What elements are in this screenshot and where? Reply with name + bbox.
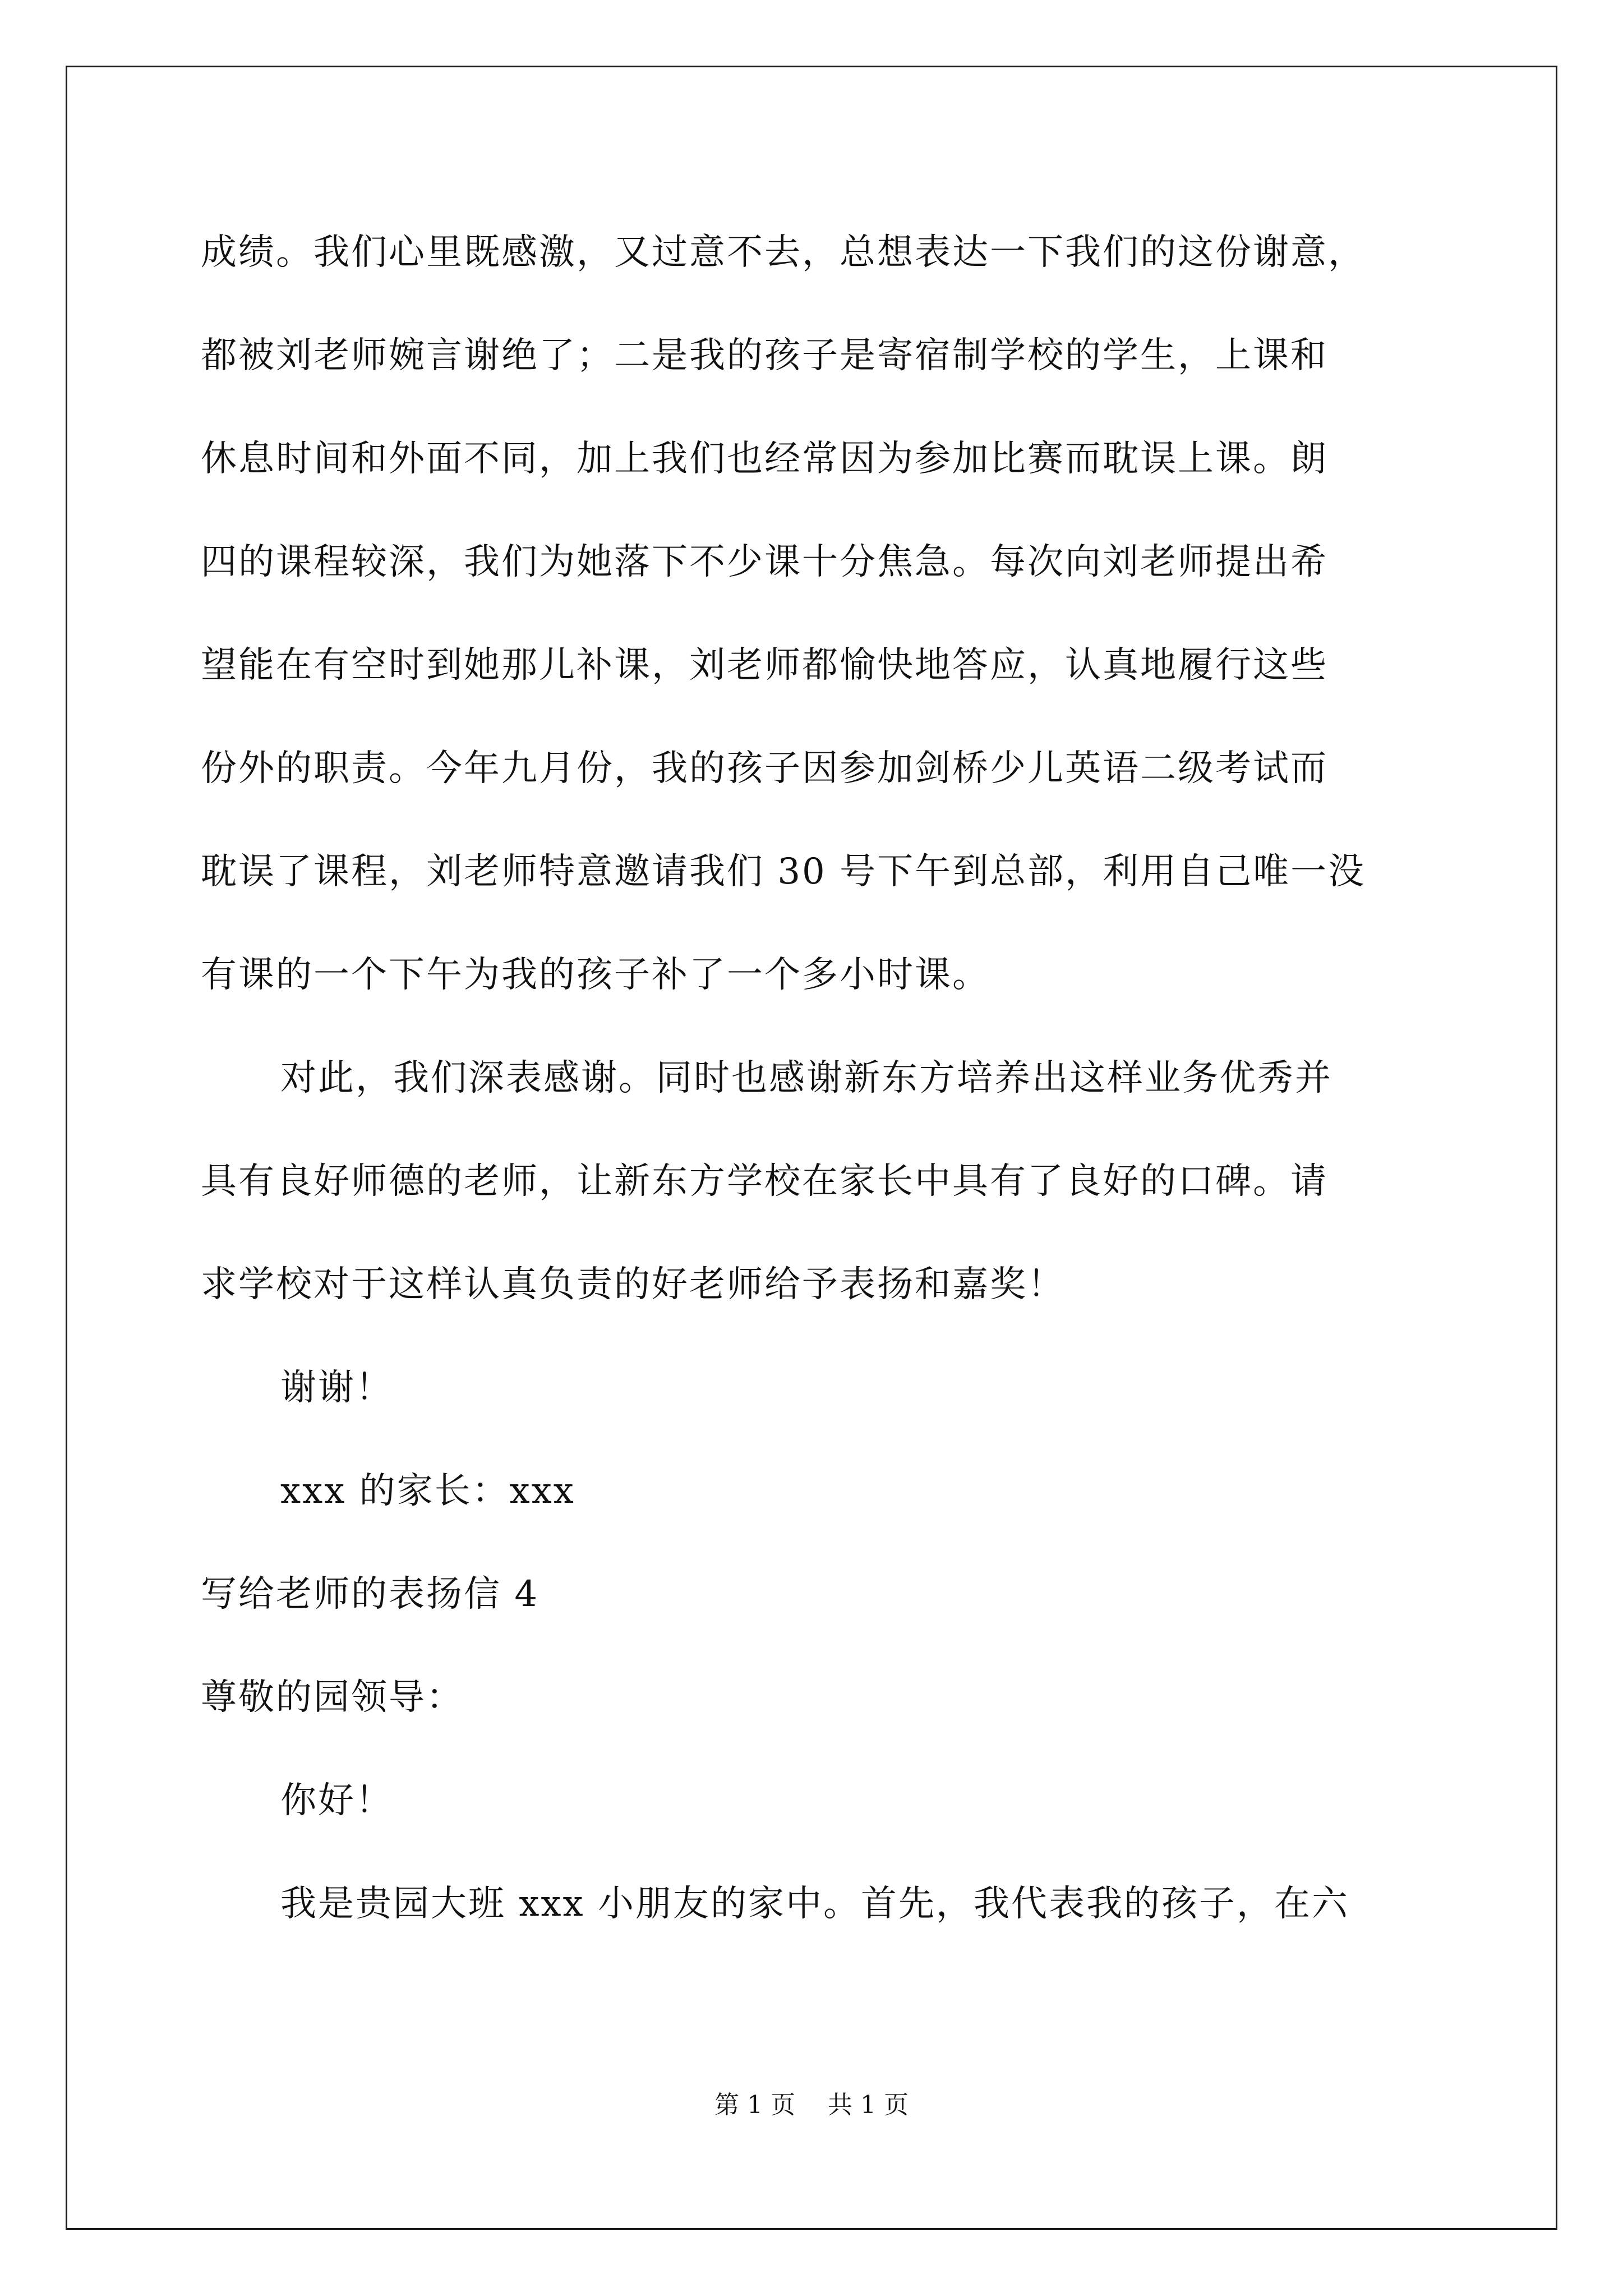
greeting-line: 你好！ <box>280 1780 393 1821</box>
body-line-10: 具有良好师德的老师，让新东方学校在家长中具有了良好的口碑。请 <box>201 1161 1328 1202</box>
thanks-line: 谢谢！ <box>280 1367 393 1409</box>
paragraph-start-line: 对此，我们深表感谢。同时也感谢新东方培养出这样业务优秀并 <box>280 1057 1332 1099</box>
body-line-1: 成绩。我们心里既感激，又过意不去，总想表达一下我们的这份谢意， <box>201 232 1366 273</box>
body-line-5: 望能在有空时到她那儿补课，刘老师都愉快地答应，认真地履行这些 <box>201 645 1328 686</box>
body-line-2: 都被刘老师婉言谢绝了；二是我的孩子是寄宿制学校的学生，上课和 <box>201 335 1328 376</box>
body-line-4: 四的课程较深，我们为她落下不少课十分焦急。每次向刘老师提出希 <box>201 541 1328 583</box>
signature-line: xxx 的家长：xxx <box>280 1470 575 1512</box>
page-number-footer: 第 1 页 共 1 页 <box>714 2091 909 2119</box>
salutation-line: 尊敬的园领导： <box>201 1677 464 1718</box>
section-heading: 写给老师的表扬信 4 <box>201 1573 540 1615</box>
body-line-3: 休息时间和外面不同，加上我们也经常因为参加比赛而耽误上课。朗 <box>201 438 1328 480</box>
body-line-17: 我是贵园大班 xxx 小朋友的家中。首先，我代表我的孩子，在六 <box>280 1883 1349 1925</box>
body-line-6: 份外的职责。今年九月份，我的孩子因参加剑桥少儿英语二级考试而 <box>201 748 1328 789</box>
body-line-8: 有课的一个下午为我的孩子补了一个多小时课。 <box>201 954 990 996</box>
body-line-7: 耽误了课程，刘老师特意邀请我们 30 号下午到总部，利用自己唯一没 <box>201 851 1366 892</box>
body-line-11: 求学校对于这样认真负责的好老师给予表扬和嘉奖！ <box>201 1264 1065 1305</box>
